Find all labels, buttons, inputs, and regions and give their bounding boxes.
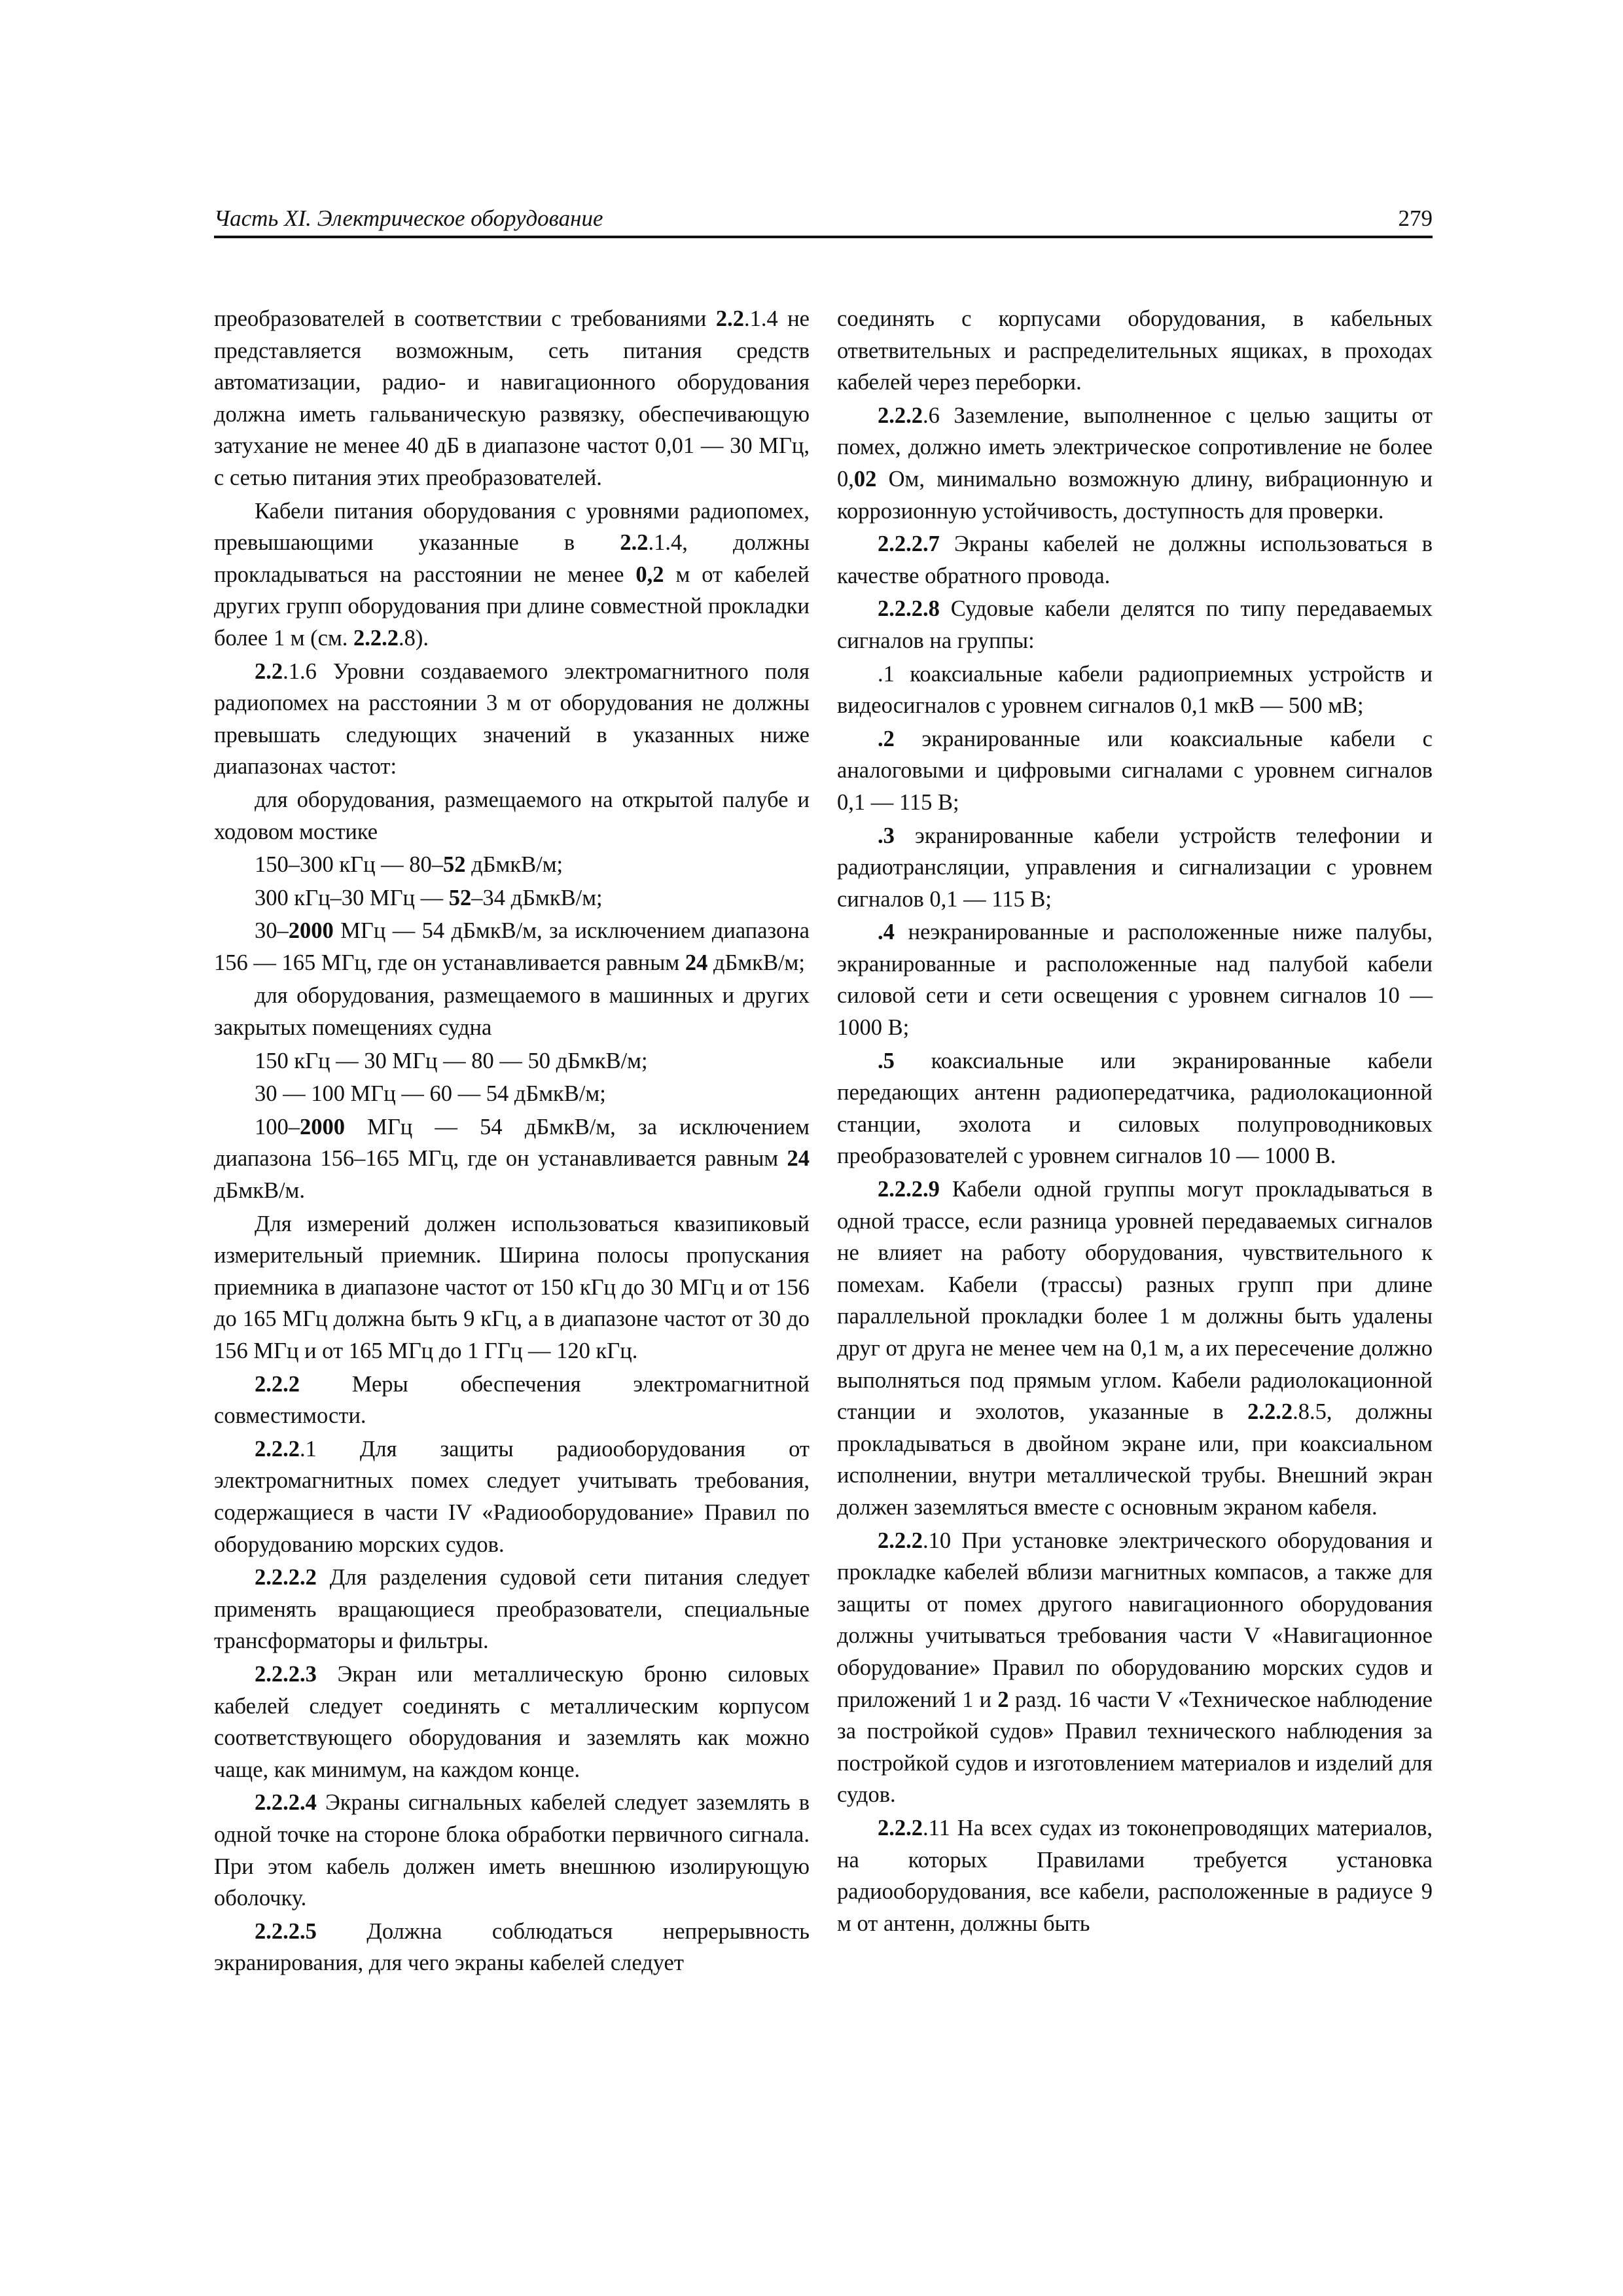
paragraph: для оборудования, размещаемого на открытой палубе и ходовом мостике — [214, 787, 810, 844]
paragraph: Кабели питания оборудования с уровнями радиопомех, превышающими указанные в 2.2.1.4, должны прокладываться на расстоянии не менее 0,2 м от кабелей других групп оборудования при длине совместной прокладки более 1 м (см. 2.2.2.8). — [214, 498, 810, 651]
paragraph: 2.2.2.7 Экраны кабелей не должны использоваться в качестве обратного провода. — [837, 531, 1433, 588]
paragraph: 2.2.2.4 Экраны сигнальных кабелей следует заземлять в одной точке на стороне блока обработки первичного сигнала. При этом кабель должен иметь внешнюю изолирующую оболочку. — [214, 1790, 810, 1911]
paragraph: 2.2.2.6 Заземление, выполненное с целью защиты от помех, должно иметь электрическое сопротивление не более 0,02 Ом, минимально возможную длину, вибрационную и коррозионную устойчивость, доступность для проверки. — [837, 403, 1433, 524]
header-title: Часть XI. Электрическое оборудование — [214, 206, 603, 231]
paragraph: 150–300 кГц — 80–52 дБмкВ/м; — [255, 852, 563, 878]
paragraph: 2.2.2.3 Экран или металлическую броню силовых кабелей следует соединять с металлическим корпусом соответствующего оборудования и заземлять как можно чаще, как минимум, на каждом конце. — [214, 1661, 810, 1782]
paragraph: 2.2.2.2 Для разделения судовой сети питания следует применять вращающиеся преобразователи, специальные трансформаторы и фильтры. — [214, 1565, 810, 1654]
paragraph: 30–2000 МГц — 54 дБмкВ/м, за исключением диапазона 156 — 165 МГц, где он устанавливается равным 24 дБмкВ/м; — [214, 918, 810, 975]
paragraph: .2 экранированные или коаксиальные кабели с аналоговыми и цифровыми сигналами с уровнем сигналов 0,1 — 115 В; — [837, 726, 1433, 815]
running-header — [214, 200, 1433, 238]
paragraph: Для измерений должен использоваться квазипиковый измерительный приемник. Ширина полосы пропускания приемника в диапазоне частот от 150 кГц до 30 МГц и от 156 до 165 МГц должна быть 9 кГц, а в диапазоне частот от 30 до 156 МГц и от 165 МГц до 1 ГГц — 120 кГц. — [214, 1211, 810, 1363]
left-column — [214, 303, 810, 1981]
paragraph: для оборудования, размещаемого в машинных и других закрытых помещениях судна — [214, 983, 810, 1041]
paragraph: .1 коаксиальные кабели радиоприемных устройств и видеосигналов с уровнем сигналов 0,1 мкВ — 500 мВ; — [837, 661, 1433, 719]
paragraph: 2.2.2.1 Для защиты радиооборудования от электромагнитных помех следует учитывать требования, содержащиеся в части IV «Радиооборудование» Правил по оборудованию морских судов. — [214, 1436, 810, 1557]
right-column — [837, 303, 1433, 1941]
paragraph: 2.2.2.5 Должна соблюдаться непрерывность экранирования, для чего экраны кабелей следует — [214, 1918, 810, 1976]
page-number: 279 — [1398, 206, 1433, 231]
paragraph: 100–2000 МГц — 54 дБмкВ/м, за исключением диапазона 156–165 МГц, где он устанавливается равным 24 дБмкВ/м. — [214, 1114, 810, 1204]
paragraph: .5 коаксиальные или экранированные кабели передающих антенн радиопередатчика, радиолокационной станции, эхолота и силовых полупроводниковых преобразователей с уровнем сигналов 10 — 1000 В. — [837, 1048, 1433, 1169]
paragraph: преобразователей в соответствии с требованиями 2.2.1.4 не представляется возможным, сеть питания средств автоматизации, радио- и навигационного оборудования должна иметь гальваническую развязку, обеспечивающую затухание не менее 40 дБ в диапазоне частот 0,01 — 30 МГц, с сетью питания этих преобразователей. — [214, 306, 810, 490]
paragraph: 2.2.2.9 Кабели одной группы могут прокладываться в одной трассе, если разница уровней передаваемых сигналов не влияет на работу оборудования, чувствительного к помехам. Кабели (трассы) разных групп при длине параллельной прокладки более 1 м должны быть удалены друг от друга не менее чем на 0,1 м, а их пересечение должно выполняться под прямым углом. Кабели радиолокационной станции и эхолотов, указанные в 2.2.2.8.5, должны прокладываться в двойном экране или, при коаксиальном исполнении, внутри металлической трубы. Внешний экран должен заземляться вместе с основным экраном кабеля. — [837, 1177, 1433, 1520]
paragraph: соединять с корпусами оборудования, в кабельных ответвительных и распределительных ящиках, в проходах кабелей через переборки. — [837, 306, 1433, 395]
paragraph: 2.2.2.11 На всех судах из токонепроводящих материалов, на которых Правилами требуется установка радиооборудования, все кабели, расположенные в радиусе 9 м от антенн, должны быть — [837, 1815, 1433, 1936]
paragraph: 300 кГц–30 МГц — 52–34 дБмкВ/м; — [255, 885, 603, 910]
paragraph: .4 неэкранированные и расположенные ниже палубы, экранированные и расположенные над палубой кабели силовой сети и сети освещения с уровнем сигналов 10 — 1000 В; — [837, 920, 1433, 1041]
paragraph: 150 кГц — 30 МГц — 80 — 50 дБмкВ/м; — [255, 1048, 648, 1073]
paragraph: 30 — 100 МГц — 60 — 54 дБмкВ/м; — [255, 1081, 606, 1107]
paragraph: .3 экранированные кабели устройств телефонии и радиотрансляции, управления и сигнализации с уровнем сигналов 0,1 — 115 В; — [837, 823, 1433, 912]
paragraph: 2.2.1.6 Уровни создаваемого электромагнитного поля радиопомех на расстоянии 3 м от оборудования не должны превышать следующих значений в указанных ниже диапазонах частот: — [214, 658, 810, 780]
paragraph: 2.2.2.10 При установке электрического оборудования и прокладке кабелей вблизи магнитных компасов, а также для защиты от помех другого навигационного оборудования должны учитываться требования части V «Навигационное оборудование» Правил по оборудованию морских судов и приложений 1 и 2 разд. 16 части V «Техническое наблюдение за постройкой судов» Правил технического наблюдения за постройкой судов и изготовлением материалов и изделий для судов. — [837, 1528, 1433, 1808]
paragraph: 2.2.2.8 Судовые кабели делятся по типу передаваемых сигналов на группы: — [837, 596, 1433, 653]
paragraph: 2.2.2 Меры обеспечения электромагнитной совместимости. — [214, 1371, 810, 1429]
